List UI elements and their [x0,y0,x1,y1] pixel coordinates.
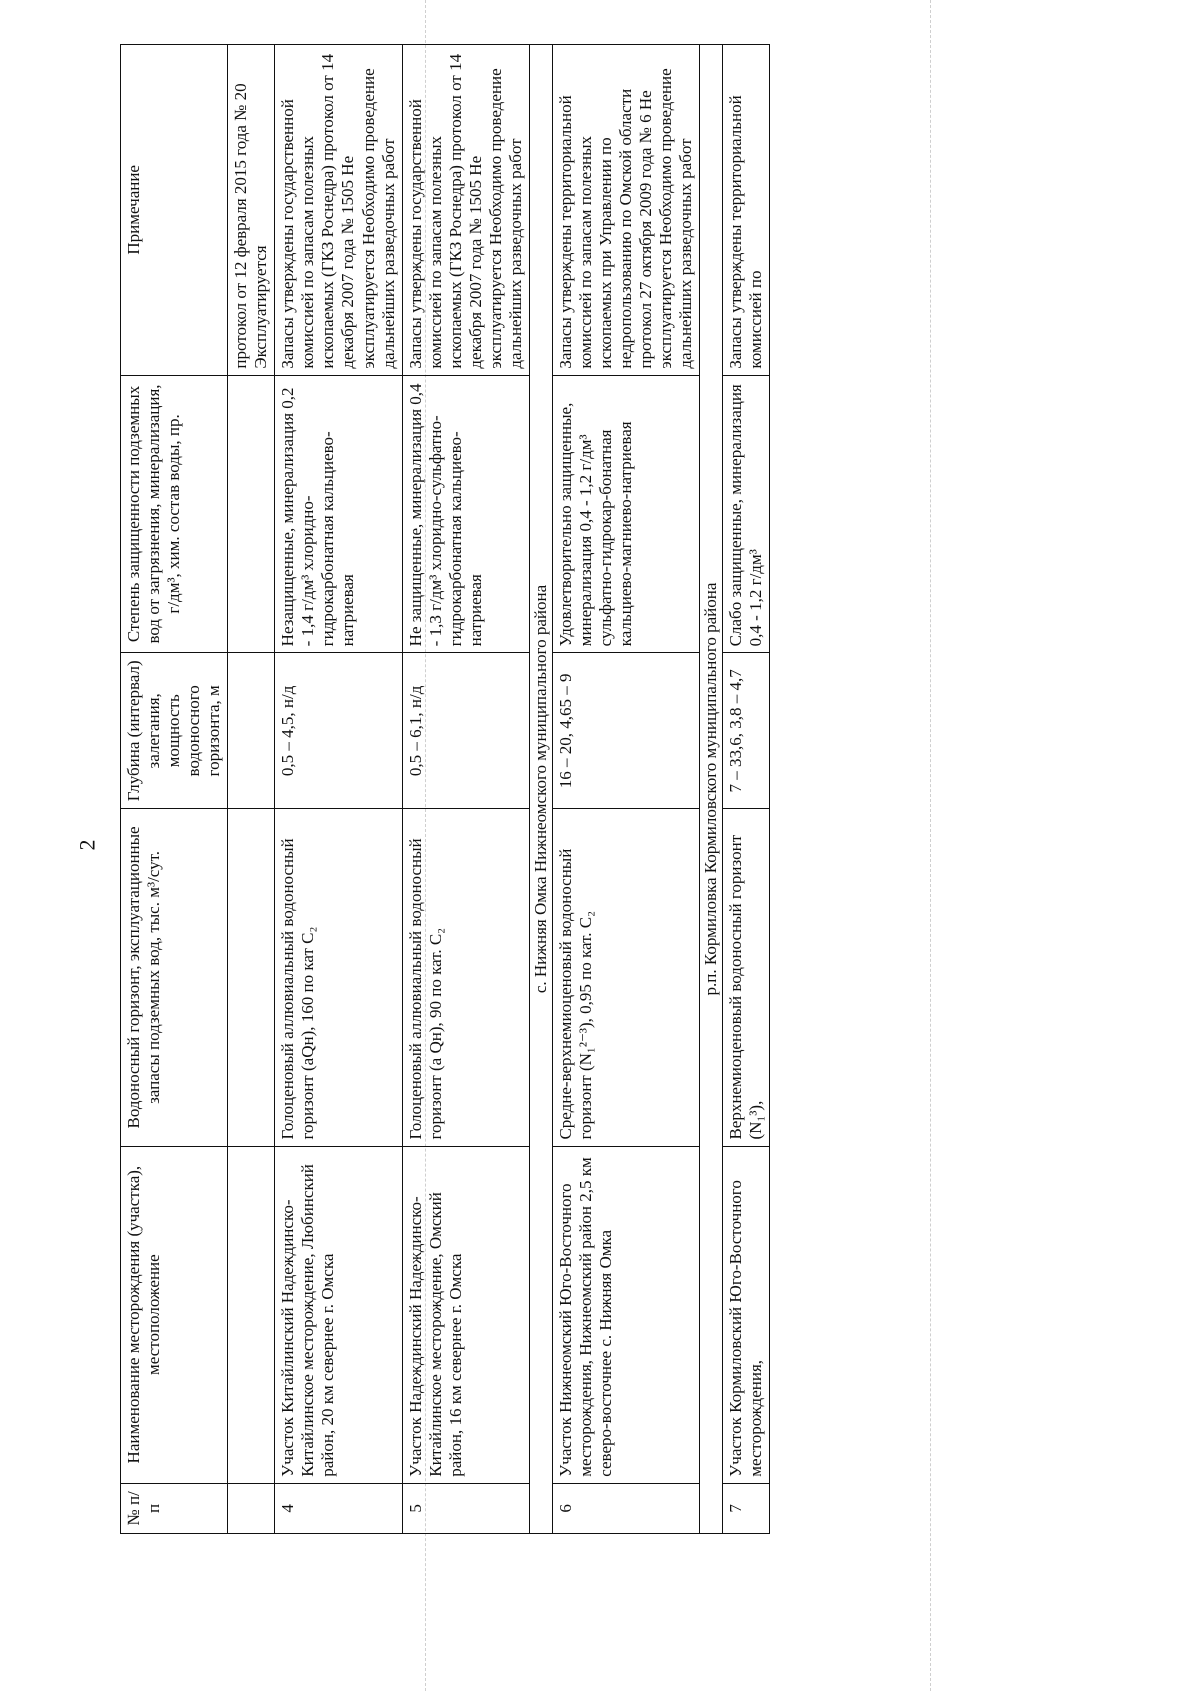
header-note: Примечание [121,45,228,376]
cell-name: Участок Кормиловский Юго-Восточного месторождения, [723,1146,770,1483]
cell-note: Запасы утверждены территориальной комиссией по запасам полезных ископаемых при Управлении по недропользованию по Омской области протокол 27 октября 2009 года № 6 Не эксплуатируется Необходимо проведение дальнейших разведочных работ [552,45,699,376]
header-num: № п/п [121,1483,228,1533]
cell-aquifer: Средне-верхнемиоценовый водоносный горизонт (N₁²⁻³), 0,95 по кат. С₂ [552,809,699,1146]
cell-aquifer: Верхнемиоценовый водоносный горизонт (N₁³), [723,809,770,1146]
table-row [723,45,770,1534]
section-row [529,45,552,1534]
header-aquifer: Водоносный горизонт, эксплуатационные запасы подземных вод, тыс. м³/сут. [121,809,228,1146]
cell-protection: Незащищенные, минерализация 0,2 - 1,4 г/дм³ хлоридно-гидрокарбонатная кальциево-натриевая [275,375,402,653]
cell-num: 7 [723,1483,770,1533]
cell-num: 4 [275,1483,402,1533]
cell-note: протокол от 12 февраля 2015 года № 20 Эксплуатируется [228,45,275,376]
page-number: 2 [74,839,100,851]
table-header-row [121,45,228,1534]
header-depth: Глубина (интервал) залегания, мощность водоносного горизонта, м [121,653,228,809]
rotated-table-block [120,44,1070,1534]
cell-note: Запасы утверждены государственной комиссией по запасам полезных ископаемых (ГКЗ Роснедра) протокол от 14 декабря 2007 года № 1505 Не эксплуатируется Необходимо проведение дальнейших разведочных работ [275,45,402,376]
cell-depth: 0,5 – 4,5, н/д [275,653,402,809]
header-name: Наименование месторождения (участка), местоположение [121,1146,228,1483]
section-title: р.п. Кормиловка Кормиловского муниципального района [700,45,723,1534]
cell-depth: 0,5 – 6,1, н/д [402,653,529,809]
table-row [552,45,699,1534]
cell-depth: 16 – 20, 4,65 – 9 [552,653,699,809]
cell-note: Запасы утверждены государственной комиссией по запасам полезных ископаемых (ГКЗ Роснедра) протокол от 14 декабря 2007 года № 1505 Не эксплуатируется Необходимо проведение дальнейших разведочных работ [402,45,529,376]
cell-num: 5 [402,1483,529,1533]
cell-protection: Не защищенные, минерализация 0,4 - 1,3 г/дм³ хлоридно-сульфатно-гидрокарбонатная кальциево-натриевая [402,375,529,653]
table-row [275,45,402,1534]
cell-name: Участок Нижнеомский Юго-Восточного месторождения, Нижнеомский район 2,5 км северо-восточнее с. Нижняя Омка [552,1146,699,1483]
section-title: с. Нижняя Омка Нижнеомского муниципального района [529,45,552,1534]
cell-depth: 7 – 33,6, 3,8 – 4,7 [723,653,770,809]
cell-num: 6 [552,1483,699,1533]
section-row [700,45,723,1534]
cell-note: Запасы утверждены территориальной комиссией по [723,45,770,376]
cell-protection: Удовлетворительно защищенные, минерализация 0,4 - 1,2 г/дм³ сульфатно-гидрокар-бонатная кальциево-магниево-натриевая [552,375,699,653]
table-row [402,45,529,1534]
cell-aquifer: Голоценовый аллювиальный водоносный горизонт (aQн), 160 по кат С₂ [275,809,402,1146]
cell-protection: Слабо защищенные, минерализация 0,4 - 1,2 г/дм³ [723,375,770,653]
groundwater-deposits-table [120,44,770,1534]
cell-name: Участок Китайлинский Надеждинско-Китайлинское месторождение, Любинский район, 20 км севернее г. Омска [275,1146,402,1483]
header-protection: Степень защищенности подземных вод от загрязнения, минерализация, г/дм³, хим. состав воды, пр. [121,375,228,653]
table-row-continuation [228,45,275,1534]
cell-name: Участок Надеждинский Надеждинско-Китайлинское месторождение, Омский район, 16 км севернее г. Омска [402,1146,529,1483]
cell-aquifer: Голоценовый аллювиальный водоносный горизонт (a Qн), 90 по кат. С₂ [402,809,529,1146]
